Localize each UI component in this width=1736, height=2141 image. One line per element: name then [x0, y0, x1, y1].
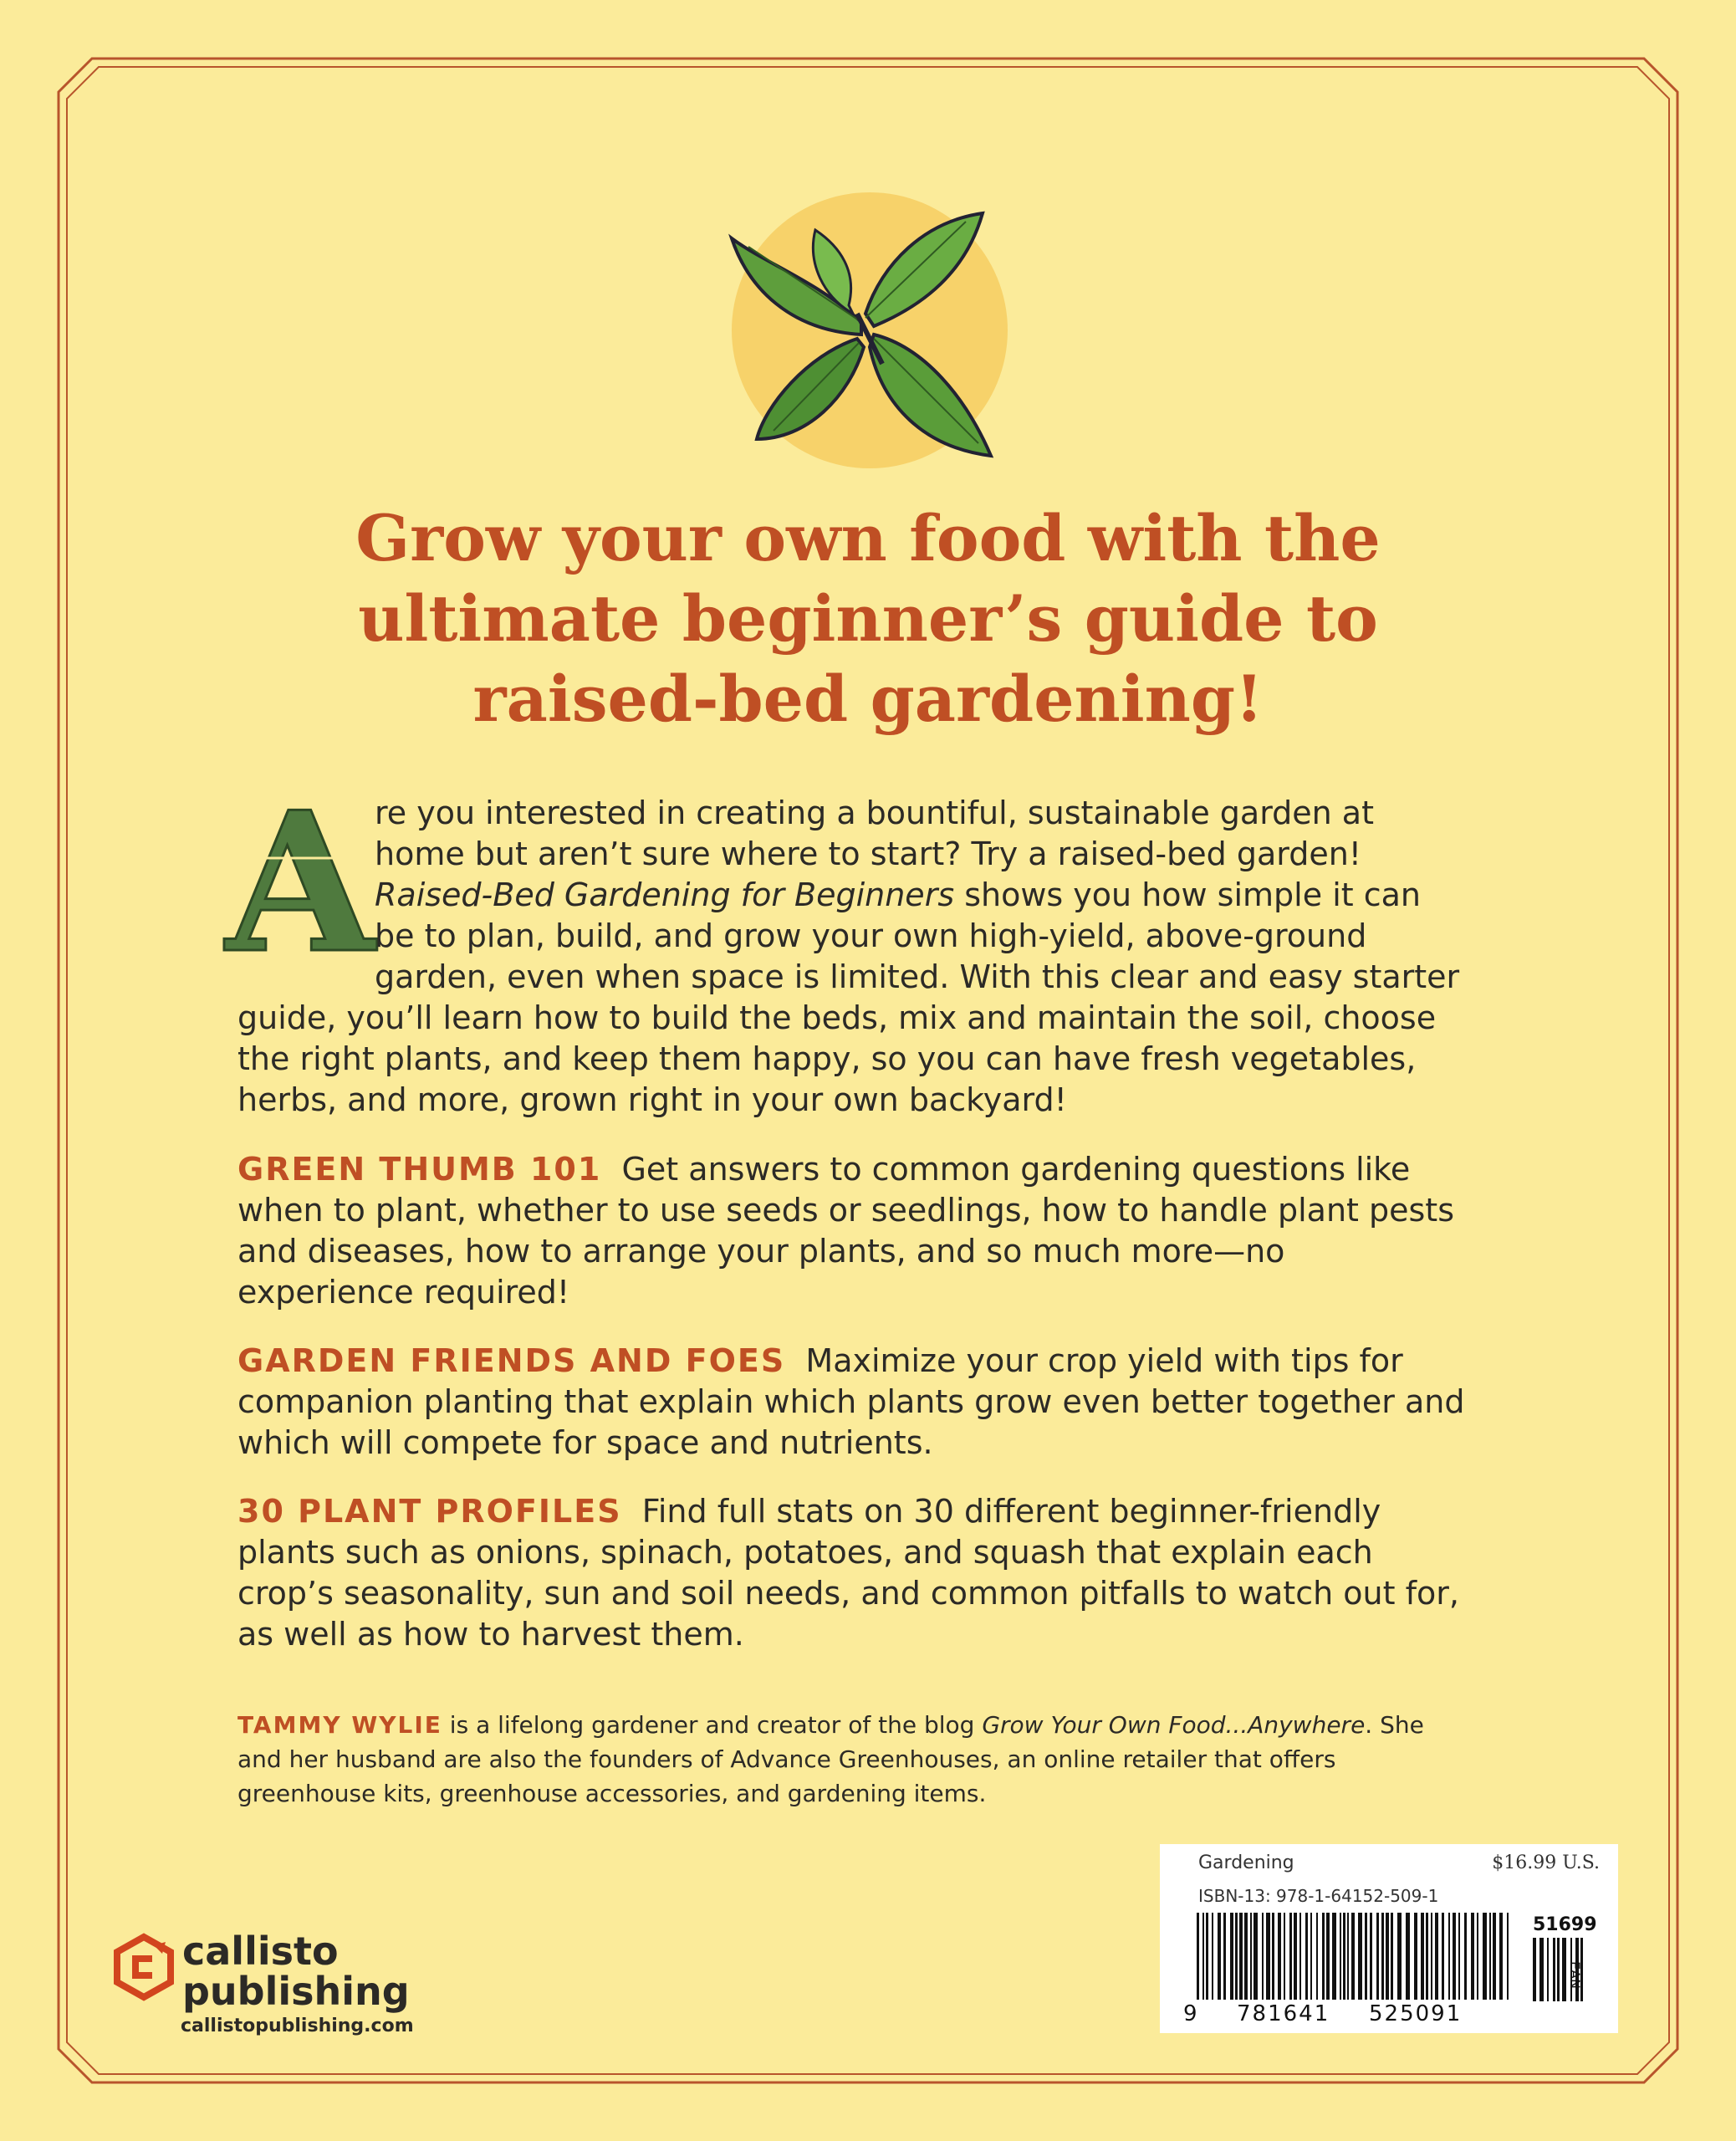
barcode-bar — [1197, 1913, 1199, 2000]
barcode-bar — [1206, 1913, 1208, 2000]
barcode-bar — [1289, 1913, 1292, 2000]
intro-paragraph — [225, 770, 1467, 1121]
barcode-bar — [1507, 1913, 1509, 2000]
intro-text: shows you how simple it can be to plan, build, and grow your own high-yield, above-ground garden, even when space is limited. With this clear and easy starter guide, you’ll learn how to build the beds, mix and maintain the soil, choose the right plants, and keep them happy, so you can have fresh vegetables, herbs, and more, grown right in your own backyard! — [237, 876, 1460, 1118]
barcode-bar — [1223, 1913, 1226, 2000]
barcode-bar — [1533, 1938, 1536, 2001]
barcode-bar — [1347, 1913, 1349, 2000]
feature-label: GREEN THUMB 101 — [237, 1151, 602, 1188]
barcode-bar — [1235, 1913, 1238, 2000]
barcode-bar — [1340, 1913, 1341, 2000]
drop-cap-letter: A — [225, 770, 375, 996]
publisher-name-line1: callisto — [182, 1929, 339, 1974]
blog-title: Grow Your Own Food...Anywhere — [982, 1711, 1366, 1739]
barcode-bar — [1202, 1913, 1204, 2000]
barcode-bar — [1489, 1913, 1491, 2000]
barcode-bar — [1442, 1913, 1444, 2000]
barcode-bar — [1406, 1913, 1410, 2000]
barcode-bar — [1381, 1913, 1384, 2000]
feature-label: GARDEN FRIENDS AND FOES — [237, 1342, 786, 1379]
barcode-bar — [1326, 1913, 1330, 2000]
barcode-bar — [1212, 1913, 1213, 2000]
barcode-bar — [1365, 1913, 1367, 2000]
barcode-bar — [1458, 1913, 1460, 2000]
barcode-bar — [1244, 1913, 1248, 2000]
barcode-bar — [1272, 1913, 1274, 2000]
barcode-bar — [1322, 1913, 1325, 2000]
feature-plant-profiles — [237, 1491, 1467, 1655]
barcode-bar — [1483, 1913, 1487, 2000]
barcode-bar — [1358, 1913, 1362, 2000]
barcode-bar — [1376, 1913, 1379, 2000]
barcode-bar — [1218, 1913, 1221, 2000]
barcode-bars — [1197, 1913, 1514, 2000]
barcode-bar — [1539, 1938, 1544, 2001]
barcode-digits-right: 525091 — [1369, 2001, 1463, 2026]
barcode-bar — [1386, 1913, 1389, 2000]
publisher-url: callistopublishing.com — [181, 2016, 414, 2036]
author-bio — [237, 1708, 1467, 1811]
barcode-bar — [1250, 1913, 1252, 2000]
barcode-category: Gardening — [1198, 1852, 1294, 1873]
barcode-bar — [1477, 1913, 1478, 2000]
intro-text: re you interested in creating a bountiful, sustainable garden at home but aren’t sure where to start? Try a raised-bed garden! — [375, 795, 1374, 872]
headline — [251, 498, 1485, 739]
barcode-bar — [1230, 1913, 1233, 2000]
barcode-bar — [1316, 1913, 1318, 2000]
barcode-isbn: ISBN-13: 978-1-64152-509-1 — [1198, 1886, 1439, 1906]
callisto-logo-icon — [110, 1934, 177, 2000]
author-text: . She and her husband are also the founders of Advance Greenhouses, an online retailer that offers greenhouse kits, greenhouse accessories, and gardening items. — [237, 1711, 1424, 1807]
barcode-bar — [1397, 1913, 1402, 2000]
barcode-bar — [1448, 1913, 1450, 2000]
barcode-bar — [1553, 1938, 1555, 2001]
barcode-bar — [1464, 1913, 1467, 2000]
feature-text: Get answers to common gardening questions like when to plant, whether to use seeds or seedlings, how to handle plant pests and diseases, how to arrange your plants, and so much more—no experience required! — [237, 1151, 1455, 1311]
feature-friends-foes — [237, 1341, 1467, 1464]
barcode-bar — [1421, 1913, 1424, 2000]
book-title: Raised-Bed Gardening for Beginners — [375, 876, 955, 913]
barcode-ean-label: EAN — [1567, 1961, 1583, 1990]
barcode-bar — [1351, 1913, 1355, 2000]
barcode-bar — [1332, 1913, 1336, 2000]
barcode-bar — [1299, 1913, 1301, 2000]
barcode-bar — [1453, 1913, 1456, 2000]
barcode-bar — [1391, 1913, 1393, 2000]
barcode-bar — [1278, 1913, 1281, 2000]
barcode-bar — [1253, 1913, 1258, 2000]
barcode-bar — [1426, 1913, 1428, 2000]
author-name: TAMMY WYLIE — [237, 1711, 442, 1739]
barcode-bar — [1562, 1938, 1566, 2001]
barcode-digits-left: 781641 — [1237, 2001, 1330, 2026]
barcode-bar — [1305, 1913, 1308, 2000]
barcode-addon: 51699 — [1533, 1914, 1597, 1935]
barcode-bar — [1343, 1913, 1345, 2000]
headline-line: Grow your own food with the — [355, 501, 1381, 575]
barcode-bar — [1493, 1913, 1496, 2000]
author-text: is a lifelong gardener and creator of the blog — [442, 1711, 983, 1739]
feature-text: Find full stats on 30 different beginner-friendly plants such as onions, spinach, potatoes, and squash that explain each crop’s seasonality, sun and soil needs, and common pitfalls to watch out for, as well as how to harvest them. — [237, 1493, 1459, 1653]
feature-text: Maximize your crop yield with tips for companion planting that explain which plants grow even better together and which will compete for space and nutrients. — [237, 1342, 1465, 1461]
headline-line: raised-bed gardening! — [472, 662, 1264, 736]
barcode-bar — [1262, 1913, 1264, 2000]
barcode-bar — [1547, 1938, 1549, 2001]
basil-leaf-illustration — [715, 188, 1024, 464]
drop-cap — [225, 770, 375, 996]
barcode-bar — [1431, 1913, 1432, 2000]
barcode-digit-first: 9 — [1183, 2001, 1197, 2026]
barcode-bar — [1414, 1913, 1417, 2000]
barcode-price: $16.99 U.S. — [1492, 1852, 1600, 1873]
barcode-bar — [1294, 1913, 1297, 2000]
barcode-bar — [1435, 1913, 1438, 2000]
barcode-bar — [1266, 1913, 1270, 2000]
headline-line: ultimate beginner’s guide to — [358, 581, 1378, 656]
feature-label: 30 PLANT PROFILES — [237, 1493, 622, 1530]
feature-green-thumb — [237, 1149, 1467, 1313]
barcode-bar — [1471, 1913, 1474, 2000]
barcode-bar — [1499, 1913, 1503, 2000]
barcode-box — [1160, 1844, 1618, 2033]
barcode-bar — [1239, 1913, 1243, 2000]
barcode-bar — [1557, 1938, 1560, 2001]
barcode-bar — [1310, 1913, 1312, 2000]
publisher-name-line2: publishing — [182, 1969, 410, 2014]
barcode-bar — [1284, 1913, 1285, 2000]
barcode-bar — [1370, 1913, 1372, 2000]
